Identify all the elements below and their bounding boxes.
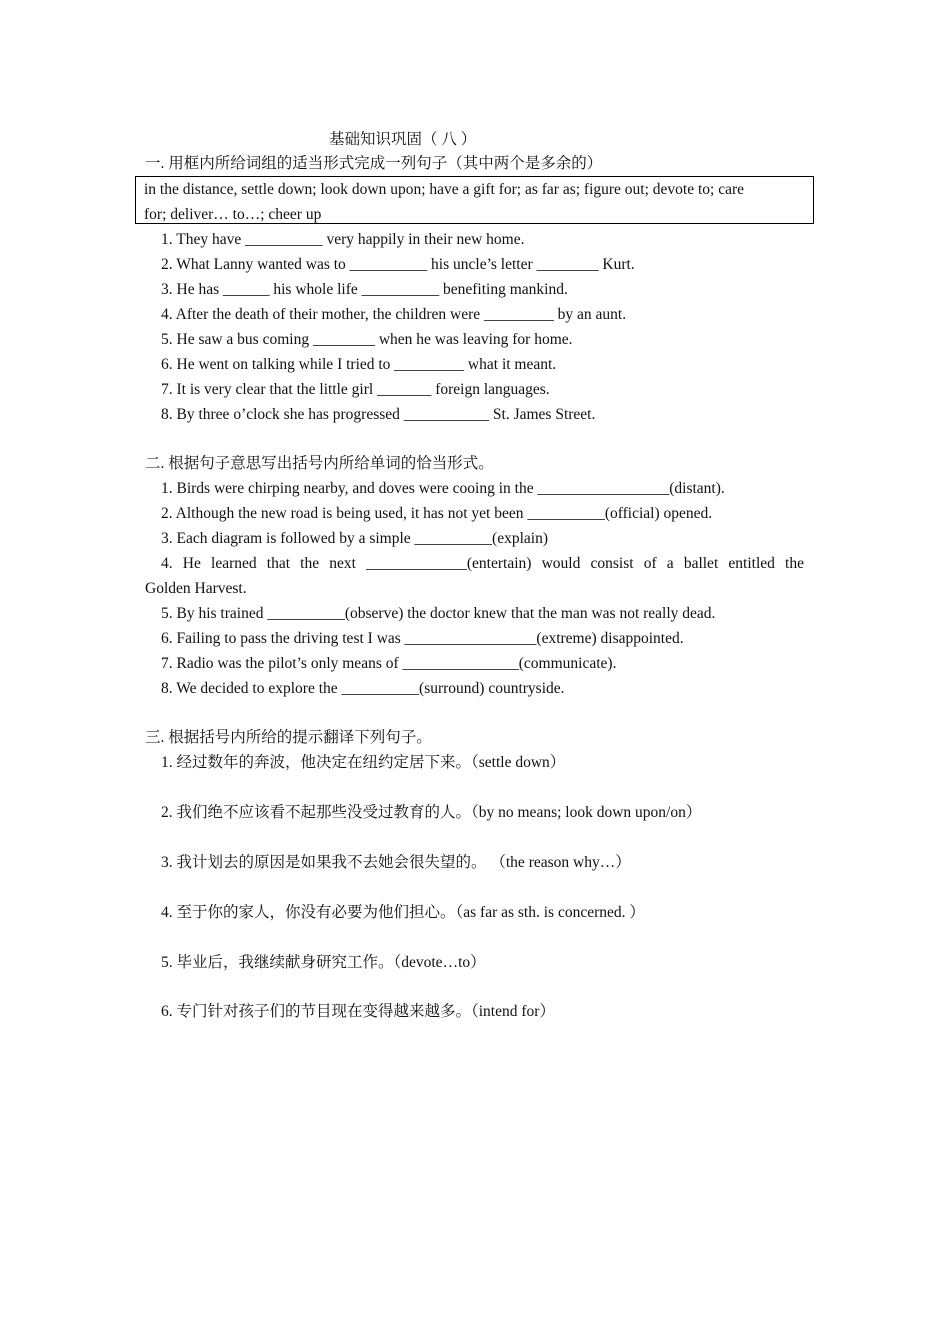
s1-item-8: 8. By three o’clock she has progressed ___________ St. James Street. [161,406,596,423]
s2-item-4: 4. He learned that the next _____________(entertain) would consist of a ballet entitled the [161,555,804,572]
s2-item-6: 6. Failing to pass the driving test I was _________________(extreme) disappointed. [161,630,684,647]
phrase-box-line2: for; deliver… to…; cheer up [144,206,322,223]
s3-item-5: 5. 毕业后，我继续献身研究工作。（devote…to） [161,954,486,971]
s3-item-1: 1. 经过数年的奔波，他决定在纽约定居下来。（settle down） [161,754,566,771]
phrase-box-line1: in the distance, settle down; look down upon; have a gift for; as far as; figure out; devote to; care [144,181,745,198]
s1-item-3: 3. He has ______ his whole life __________ benefiting mankind. [161,281,568,298]
s2-item-8: 8. We decided to explore the __________(surround) countryside. [161,680,565,697]
section2-heading: 二. 根据句子意思写出括号内所给单词的恰当形式。 [145,455,494,472]
s2-item-4-continued: Golden Harvest. [145,580,247,597]
page-title: 基础知识巩固（ 八 ） [329,131,477,148]
s2-item-5: 5. By his trained __________(observe) the doctor knew that the man was not really dead. [161,605,716,622]
section3-heading: 三. 根据括号内所给的提示翻译下列句子。 [145,729,432,746]
s1-item-5: 5. He saw a bus coming ________ when he was leaving for home. [161,331,573,348]
s1-item-6: 6. He went on talking while I tried to _________ what it meant. [161,356,557,373]
section1-heading: 一. 用框内所给词组的适当形式完成一列句子（其中两个是多余的） [145,155,603,172]
s3-item-2: 2. 我们绝不应该看不起那些没受过教育的人。（by no means; look down upon/on） [161,804,702,821]
s1-item-2: 2. What Lanny wanted was to __________ his uncle’s letter ________ Kurt. [161,256,635,273]
s2-item-3: 3. Each diagram is followed by a simple __________(explain) [161,530,548,547]
s2-item-1: 1. Birds were chirping nearby, and doves were cooing in the _________________(distant). [161,480,725,497]
s3-item-6: 6. 专门针对孩子们的节目现在变得越来越多。（intend for） [161,1003,555,1020]
s3-item-4: 4. 至于你的家人，你没有必要为他们担心。（as far as sth. is concerned. ） [161,904,645,921]
s1-item-7: 7. It is very clear that the little girl _______ foreign languages. [161,381,550,398]
s2-item-2: 2. Although the new road is being used, it has not yet been __________(official) opened. [161,505,713,522]
s2-item-7: 7. Radio was the pilot’s only means of _______________(communicate). [161,655,617,672]
s1-item-4: 4. After the death of their mother, the children were _________ by an aunt. [161,306,627,323]
s3-item-3: 3. 我计划去的原因是如果我不去她会很失望的。 （the reason why…） [161,854,631,871]
s1-item-1: 1. They have __________ very happily in their new home. [161,231,525,248]
